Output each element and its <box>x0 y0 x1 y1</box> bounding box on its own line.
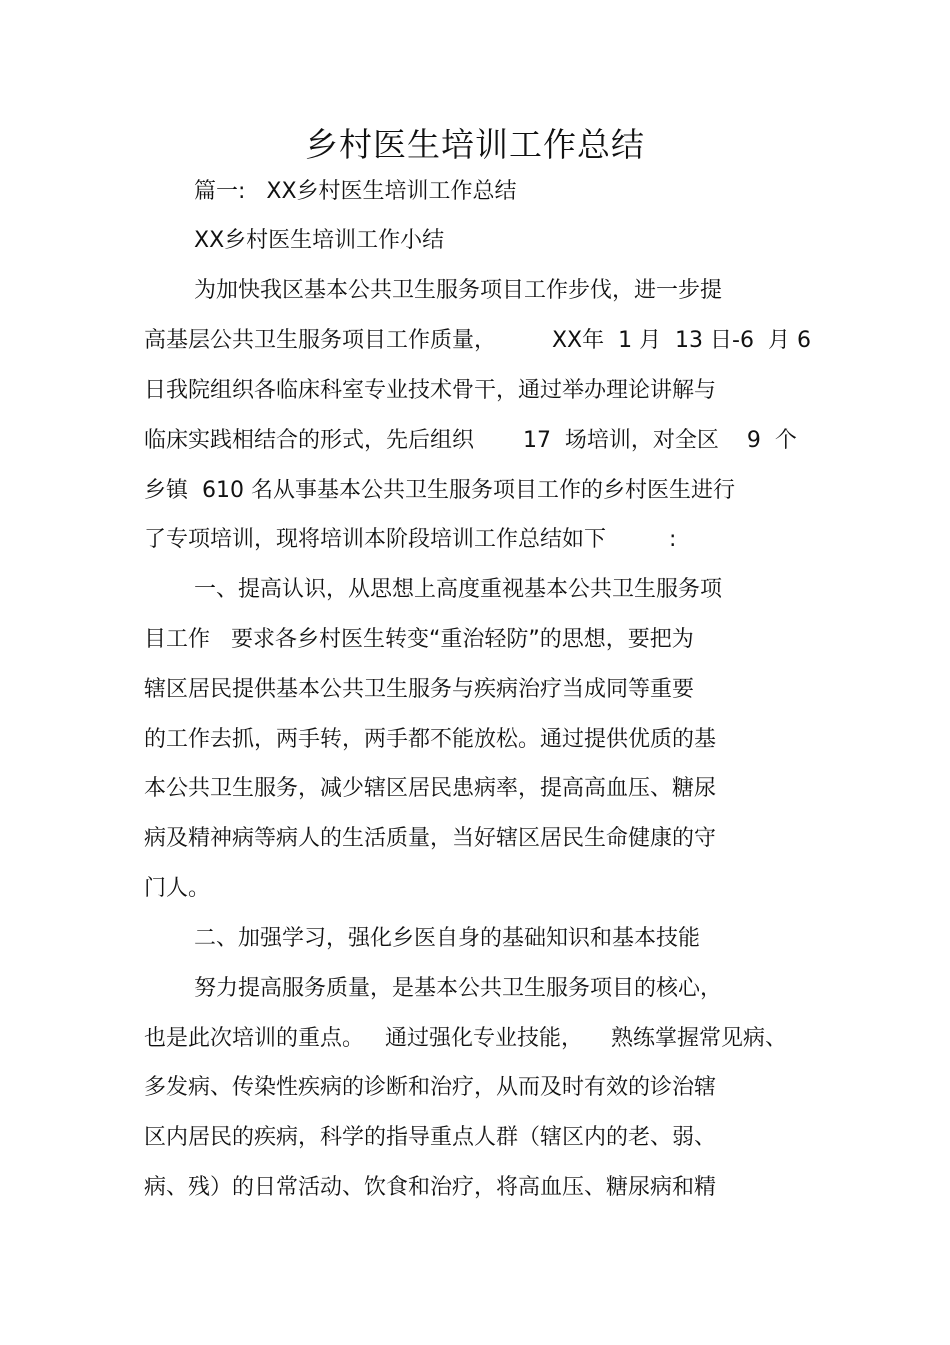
section-heading-two: 二、加强学习，强化乡医自身的基础知识和基本技能 <box>194 926 701 951</box>
body-line: 了专项培训，现将培训本阶段培训工作总结如下 : <box>144 527 677 552</box>
body-line: 门人。 <box>144 876 211 901</box>
sub-heading-summary: XX乡村医生培训工作小结 <box>194 228 445 253</box>
body-line: 本公共卫生服务，减少辖区居民患病率，提高高血压、糖尿 <box>144 776 717 801</box>
body-line: 努力提高服务质量，是基本公共卫生服务项目的核心， <box>194 976 723 1001</box>
body-line: 病及精神病等病人的生活质量，当好辖区居民生命健康的守 <box>144 826 717 851</box>
body-line: 也是此次培训的重点。 通过强化专业技能， 熟练掌握常见病、 <box>144 1026 787 1051</box>
body-line: 日我院组织各临床科室专业技术骨干，通过举办理论讲解与 <box>144 378 717 403</box>
body-line: 病、残）的日常活动、饮食和治疗，将高血压、糖尿病和精 <box>144 1175 717 1200</box>
body-line: 的工作去抓，两手转，两手都不能放松。通过提供优质的基 <box>144 727 717 752</box>
body-line: 为加快我区基本公共卫生服务项目工作步伐，进一步提 <box>194 278 723 303</box>
body-line: 区内居民的疾病，科学的指导重点人群（辖区内的老、弱、 <box>144 1125 717 1150</box>
body-line: 乡镇 610 名从事基本公共卫生服务项目工作的乡村医生进行 <box>144 478 735 503</box>
body-line: 临床实践相结合的形式，先后组织 17 场培训，对全区 9 个 <box>144 428 797 453</box>
body-line: 多发病、传染性疾病的诊断和治疗，从而及时有效的诊治辖 <box>144 1075 717 1100</box>
body-line: 目工作 要求各乡村医生转变“重治轻防”的思想，要把为 <box>144 627 694 652</box>
body-line: 辖区居民提供基本公共卫生服务与疾病治疗当成同等重要 <box>144 677 695 702</box>
document-title: 乡村医生培训工作总结 <box>305 125 645 164</box>
body-line: 高基层公共卫生服务项目工作质量， XX年 1 月 13 日-6 月 6 <box>144 328 811 353</box>
section-heading-pian-yi: 篇一: XX乡村医生培训工作总结 <box>194 179 517 204</box>
section-heading-one: 一、提高认识，从思想上高度重视基本公共卫生服务项 <box>194 577 723 602</box>
